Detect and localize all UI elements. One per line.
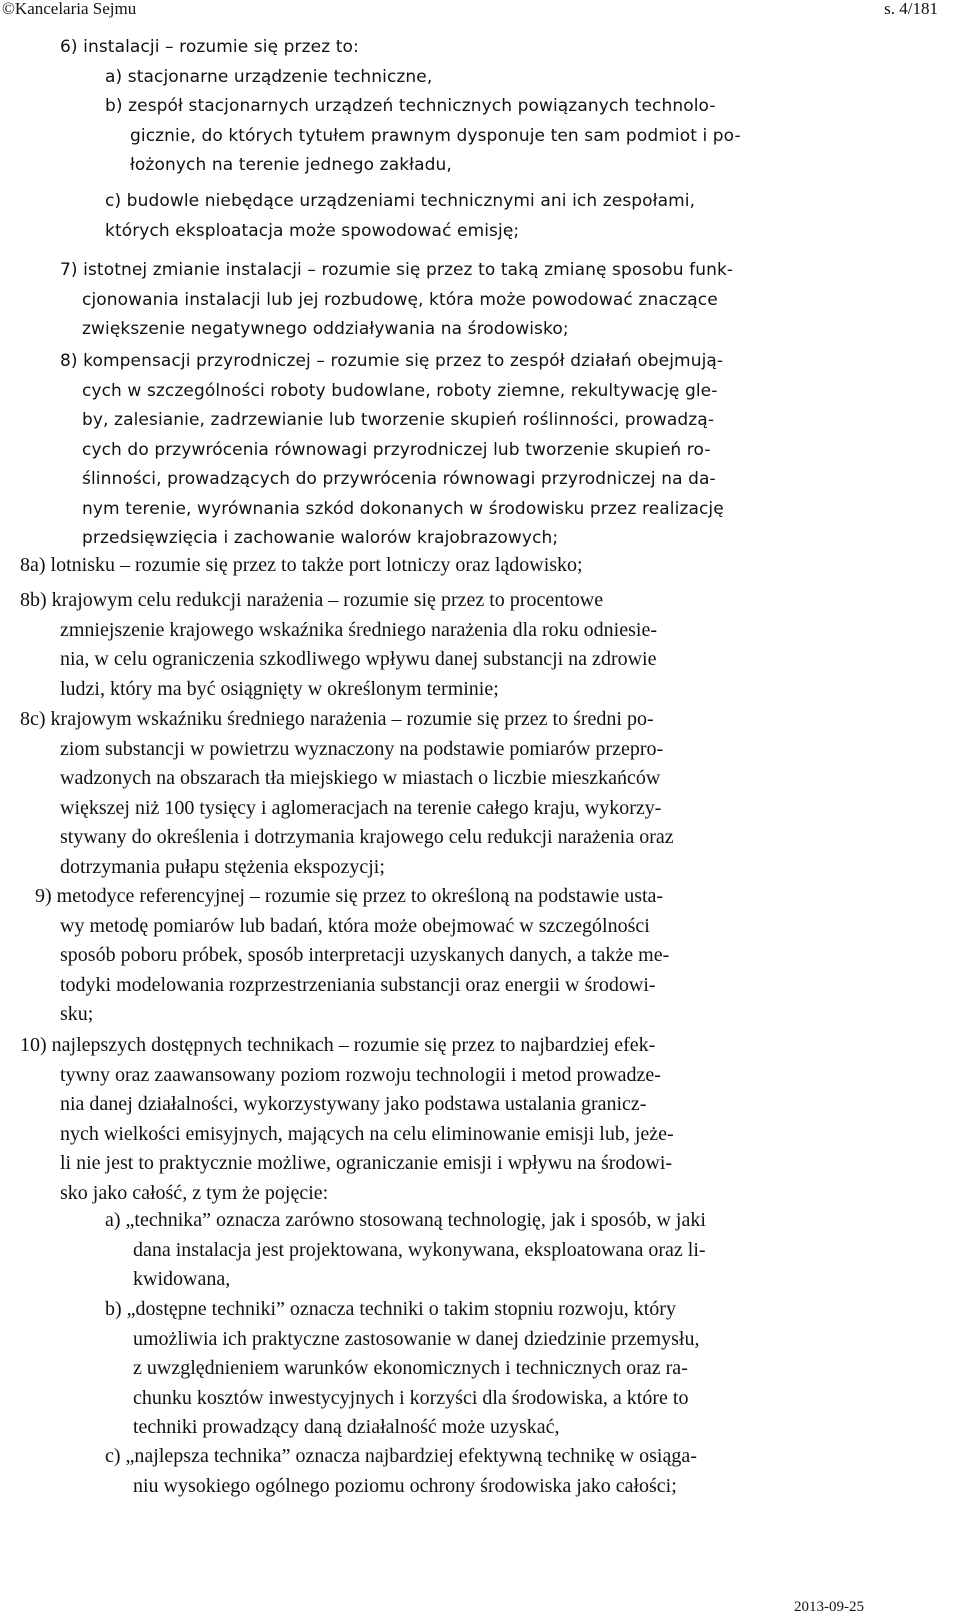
text-line: kwidowana, (133, 1268, 231, 1290)
item-8 (60, 347, 840, 554)
text-line: by, zalesianie, zadrzewianie lub tworzenie skupień roślinności, prowadzą- (82, 410, 715, 430)
text-line: li nie jest to praktycznie możliwe, ograniczanie emisji i wpływu na środowi- (60, 1152, 673, 1174)
text-line: zwiększenie negatywnego oddziaływania na środowisko; (82, 319, 569, 339)
text-line: nia danej działalności, wykorzystywany jako podstawa ustalania granicz- (60, 1093, 647, 1115)
text-line: niu wysokiego ogólnego poziomu ochrony środowiska jako całości; (133, 1474, 677, 1497)
text-line: większej niż 100 tysięcy i aglomeracjach na terenie całego kraju, wykorzy- (60, 796, 662, 819)
item-10 (20, 1031, 840, 1208)
text-line: wadzonych na obszarach tła miejskiego w miastach o liczbie mieszkańców (60, 767, 661, 789)
text-line: ludzi, który ma być osiągnięty w określonym terminie; (60, 677, 499, 700)
text-line: łożonych na terenie jednego zakładu, (130, 155, 452, 175)
text-line: 10) najlepszych dostępnych technikach – rozumie się przez to najbardziej efek- (20, 1034, 656, 1056)
text-line: przedsięwzięcia i zachowanie walorów krajobrazowych; (82, 528, 559, 548)
text-line: b) zespół stacjonarnych urządzeń technicznych powiązanych technolo- (105, 96, 716, 116)
text-line: gicznie, do których tytułem prawnym dysponuje ten sam podmiot i po- (130, 125, 741, 146)
item-6-b (105, 92, 845, 181)
text-line: cych w szczególności roboty budowlane, roboty ziemne, rekultywację gle- (82, 380, 718, 401)
text-line: dana instalacja jest projektowana, wykonywana, eksploatowana oraz li- (133, 1238, 706, 1261)
text-line: wy metodę pomiarów lub badań, która może obejmować w szczególności (60, 914, 650, 937)
text-line: sko jako całość, z tym że pojęcie: (60, 1181, 329, 1204)
text-line: stywany do określenia i dotrzymania krajowego celu redukcji narażenia oraz (60, 826, 674, 848)
text-line: a) stacjonarne urządzenie techniczne, (105, 67, 433, 87)
text-line: a) „technika” oznacza zarówno stosowaną technologię, jak i sposób, w jaki (105, 1209, 706, 1231)
text-line: nia, w celu ograniczenia szkodliwego wpływu danej substancji na zdrowie (60, 648, 657, 670)
text-line: ziom substancji w powietrzu wyznaczony na podstawie pomiarów przepro- (60, 737, 664, 760)
item-10-b (105, 1295, 840, 1443)
text-line: z uwzględnieniem warunków ekonomicznych i technicznych oraz ra- (133, 1357, 688, 1379)
text-line: 8) kompensacji przyrodniczej – rozumie się przez to zespół działań obejmują- (60, 351, 724, 371)
copyright-label: ©Kancelaria Sejmu (2, 0, 137, 18)
text-line: 9) metodyce referencyjnej – rozumie się przez to określoną na podstawie usta- (35, 885, 664, 907)
item-8a (20, 551, 840, 581)
text-line: umożliwia ich praktyczne zastosowanie w danej dziedzinie przemysłu, (133, 1327, 700, 1350)
text-line: cjonowania instalacji lub jej rozbudowę, która może powodować znaczące (82, 289, 718, 310)
text-line: dotrzymania pułapu stężenia ekspozycji; (60, 855, 385, 878)
text-line: ślinności, prowadzących do przywrócenia równowagi przyrodniczej na da- (82, 469, 716, 489)
item-10-a (105, 1206, 840, 1295)
text-line: 8c) krajowym wskaźniku średniego narażenia – rozumie się przez to średni po- (20, 708, 654, 730)
item-8b (20, 586, 840, 704)
item-6-c (105, 187, 845, 246)
footer-date: 2013-09-25 (794, 1599, 864, 1615)
item-7 (60, 256, 840, 345)
text-line: zmniejszenie krajowego wskaźnika średniego narażenia dla roku odniesie- (60, 618, 657, 641)
text-line: todyki modelowania rozprzestrzeniania substancji oraz energii w środowi- (60, 973, 656, 996)
text-line: 6) instalacji – rozumie się przez to: (60, 37, 359, 57)
page-footer (0, 1595, 960, 1616)
text-line: cych do przywrócenia równowagi przyrodniczej lub tworzenie skupień ro- (82, 439, 711, 460)
text-line: chunku kosztów inwestycyjnych i korzyści dla środowiska, a które to (133, 1386, 689, 1409)
item-10-c (105, 1442, 840, 1501)
text-line: których eksploatacja może spowodować emisję; (105, 220, 520, 241)
text-line: b) „dostępne techniki” oznacza techniki o takim stopniu rozwoju, który (105, 1298, 676, 1320)
text-line: 7) istotnej zmianie instalacji – rozumie się przez to taką zmianę sposobu funk- (60, 260, 734, 280)
text-line: nych wielkości emisyjnych, mających na celu eliminowanie emisji lub, jeże- (60, 1122, 674, 1145)
item-8c (20, 705, 840, 882)
item-6-a (105, 63, 845, 93)
text-line: 8a) lotnisku – rozumie się przez to także port lotniczy oraz lądowisko; (20, 554, 583, 576)
item-6-lead (60, 33, 840, 63)
text-line: tywny oraz zaawansowany poziom rozwoju technologii i metod prowadze- (60, 1063, 661, 1086)
item-9 (35, 882, 840, 1030)
text-line: sku; (60, 1003, 94, 1025)
text-line: sposób poboru próbek, sposób interpretacji uzyskanych danych, a także me- (60, 944, 670, 966)
text-line: c) budowle niebędące urządzeniami technicznymi ani ich zespołami, (105, 191, 696, 211)
text-line: c) „najlepsza technika” oznacza najbardziej efektywną technikę w osiąga- (105, 1445, 697, 1467)
text-line: nym terenie, wyrównania szkód dokonanych w środowisku przez realizację (82, 498, 724, 519)
page-number: s. 4/181 (884, 0, 938, 18)
text-line: 8b) krajowym celu redukcji narażenia – rozumie się przez to procentowe (20, 589, 604, 611)
text-line: techniki prowadzący daną działalność może uzyskać, (133, 1416, 560, 1438)
